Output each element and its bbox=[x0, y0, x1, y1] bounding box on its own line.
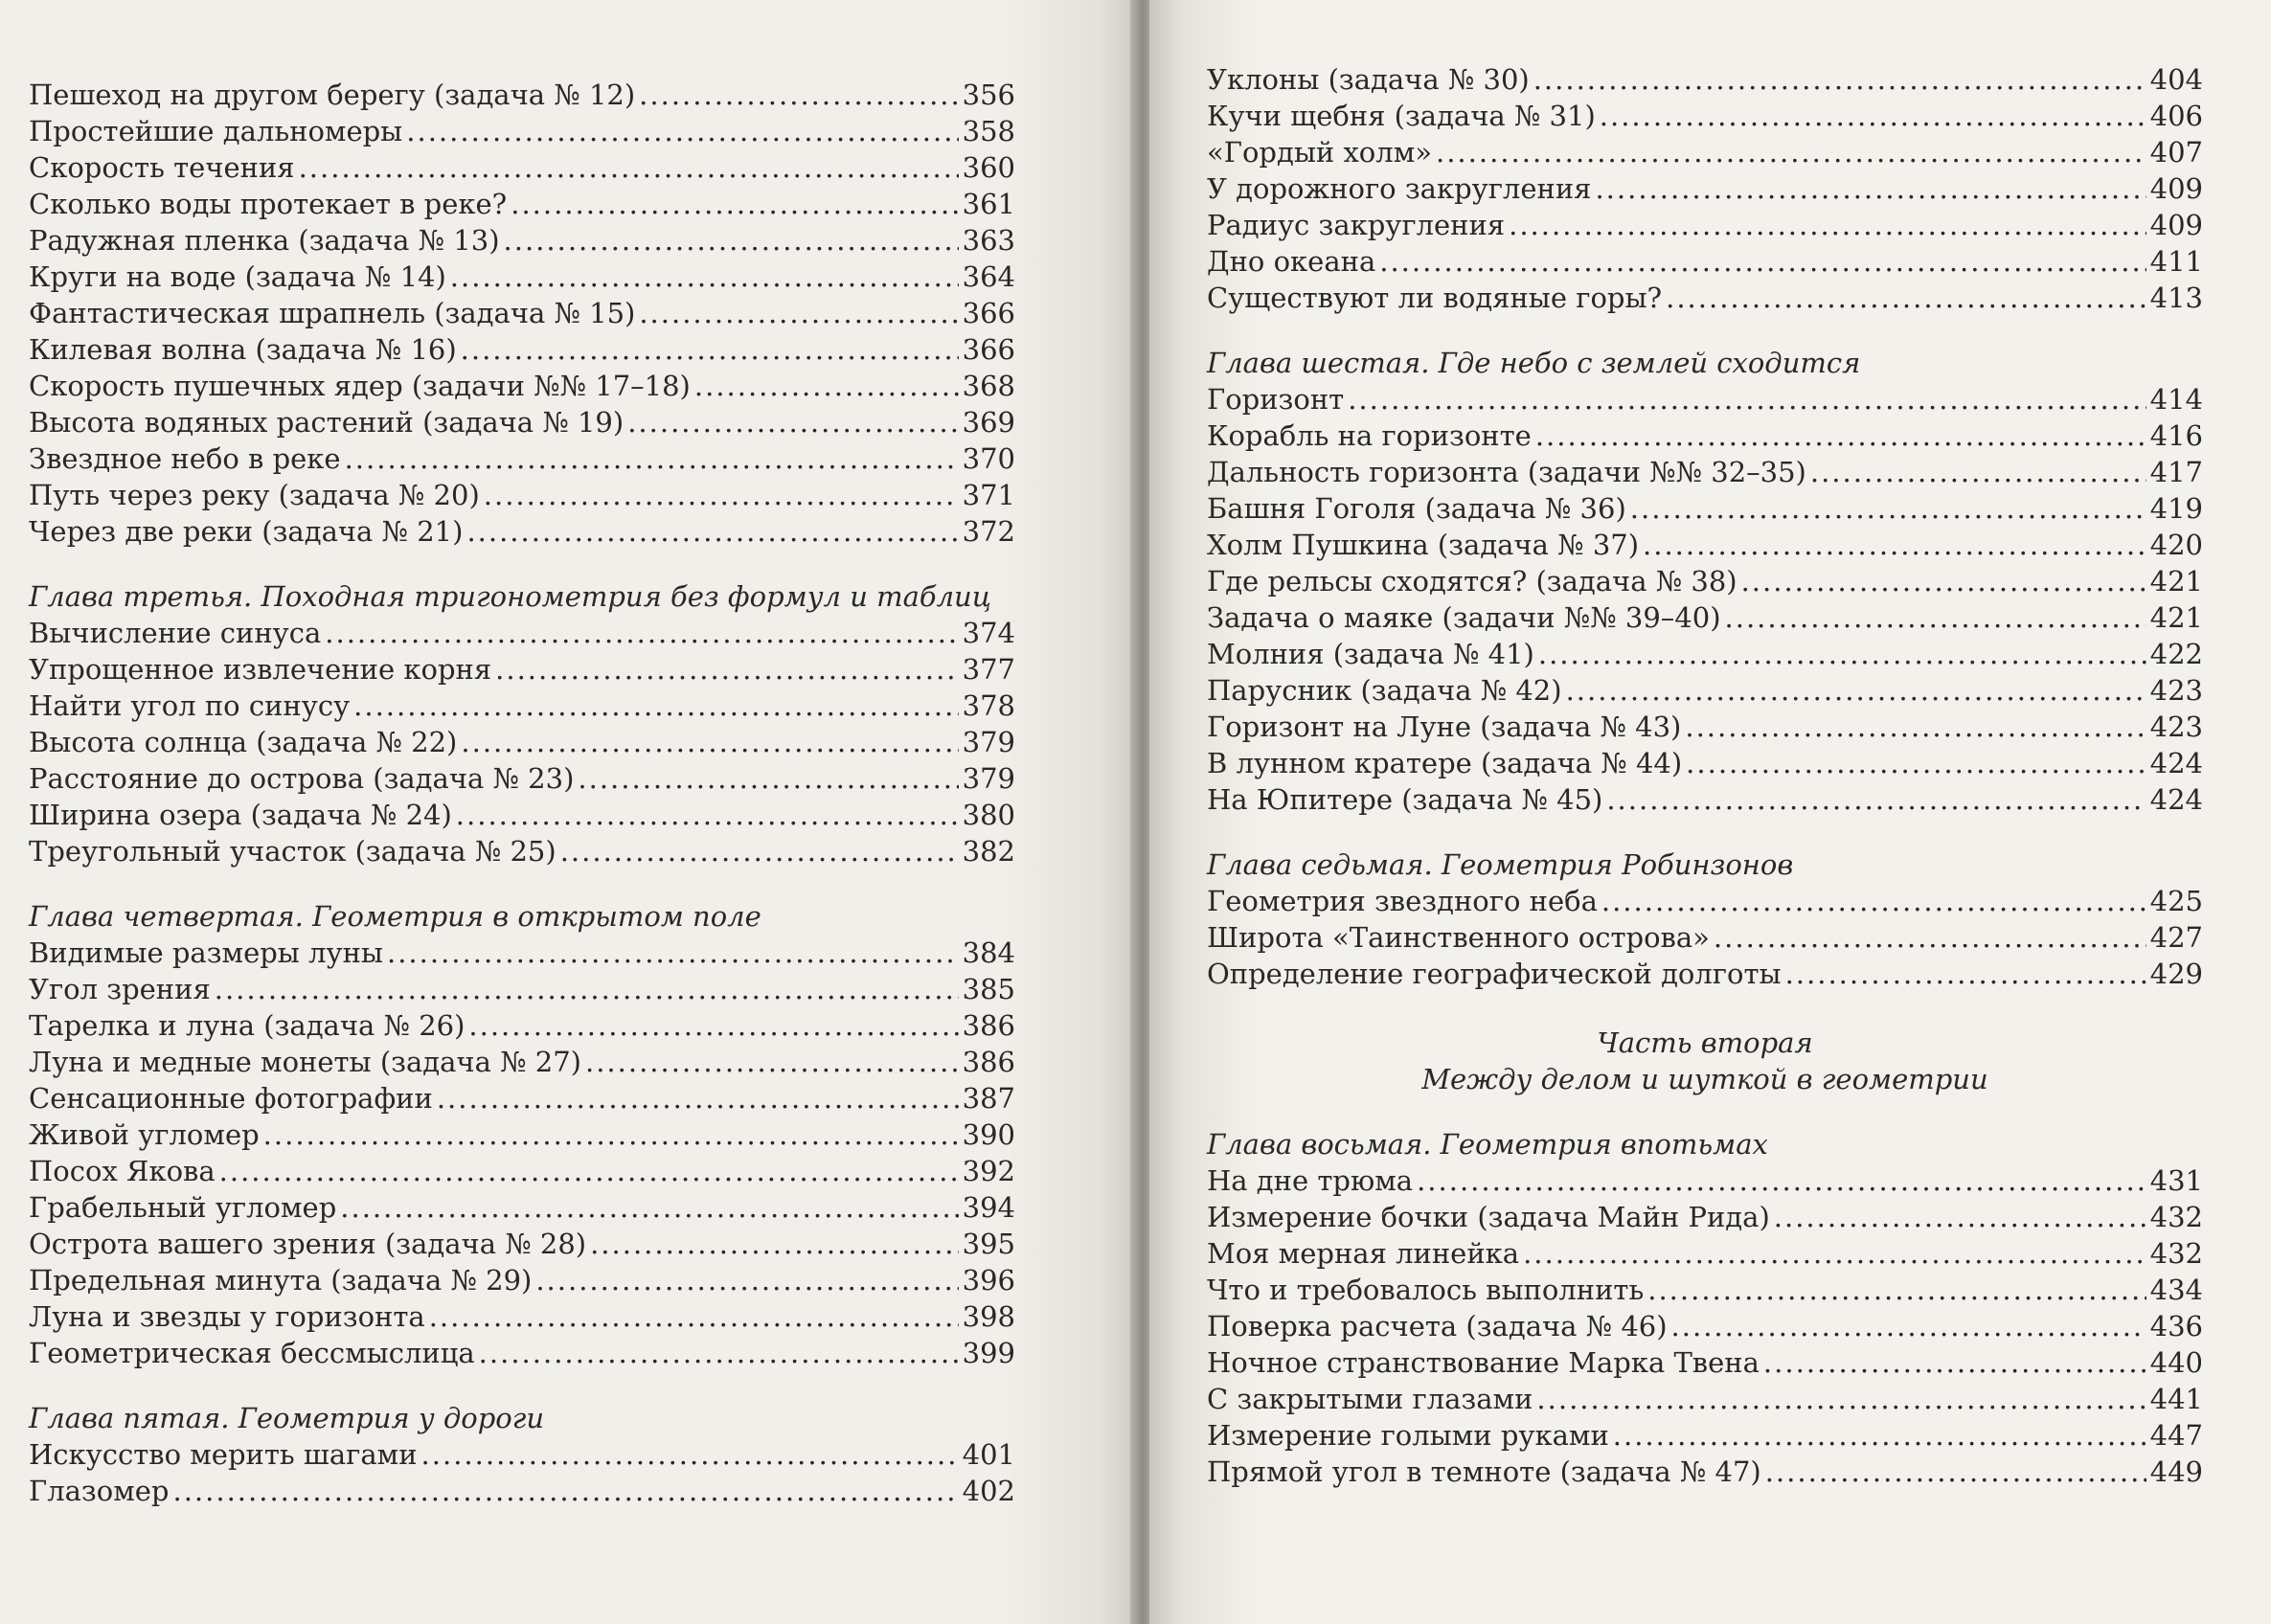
toc-entry[interactable]: Килевая волна (задача № 16) ..... 366 bbox=[29, 331, 1015, 368]
page-number: 385 bbox=[962, 973, 1015, 1005]
page-number: 431 bbox=[2149, 1164, 2203, 1197]
page-number: 413 bbox=[2149, 282, 2203, 314]
toc-entry[interactable]: Кучи щебня (задача № 31) ..... 406 bbox=[1207, 98, 2203, 134]
part-title: Между делом и шуткой в геометрии bbox=[1421, 1063, 1988, 1095]
toc-entry[interactable]: Предельная минута (задача № 29) ..... 396 bbox=[29, 1262, 1015, 1298]
chapter-heading: Глава третья. Походная тригонометрия без формул и таблиц bbox=[29, 580, 991, 613]
toc-entry[interactable]: Дно океана ..... 411 bbox=[1207, 243, 2203, 280]
page-number: 422 bbox=[2149, 638, 2203, 670]
toc-entry[interactable]: Простейшие дальномеры ..... 358 bbox=[29, 113, 1015, 149]
page-number: 372 bbox=[962, 515, 1015, 548]
toc-entry[interactable]: Высота водяных растений (задача № 19) ..... 369 bbox=[29, 404, 1015, 440]
chapter8-entries bbox=[1207, 1162, 2203, 1490]
page-number: 434 bbox=[2149, 1274, 2203, 1306]
toc-entry[interactable]: Луна и звезды у горизонта ..... 398 bbox=[29, 1298, 1015, 1335]
page-number: 356 bbox=[962, 79, 1015, 111]
page-number: 424 bbox=[2149, 783, 2203, 816]
page-number: 395 bbox=[962, 1228, 1015, 1260]
left-toc-column bbox=[29, 77, 1015, 1509]
toc-entry[interactable]: Молния (задача № 41) ..... 422 bbox=[1207, 636, 2203, 672]
page-number: 377 bbox=[962, 653, 1015, 686]
page-number: 390 bbox=[962, 1118, 1015, 1151]
chapter5-entries bbox=[29, 1436, 1015, 1509]
page-number: 421 bbox=[2149, 601, 2203, 634]
toc-entry[interactable]: Корабль на горизонте ..... 416 bbox=[1207, 417, 2203, 454]
page-number: 386 bbox=[962, 1046, 1015, 1078]
toc-entry[interactable]: Треугольный участок (задача № 25) ..... 382 bbox=[29, 833, 1015, 869]
toc-entry[interactable]: Видимые размеры луны ..... 384 bbox=[29, 935, 1015, 971]
page-number: 401 bbox=[962, 1438, 1015, 1471]
page-number: 396 bbox=[962, 1264, 1015, 1297]
page-number: 361 bbox=[962, 188, 1015, 220]
toc-entry[interactable]: У дорожного закругления ..... 409 bbox=[1207, 170, 2203, 207]
toc-entry[interactable]: Посох Якова ..... 392 bbox=[29, 1153, 1015, 1189]
chapter6-entries bbox=[1207, 381, 2203, 818]
toc-entry[interactable]: Круги на воде (задача № 14) ..... 364 bbox=[29, 259, 1015, 295]
toc-entry[interactable]: С закрытыми глазами ..... 441 bbox=[1207, 1381, 2203, 1417]
page-number: 447 bbox=[2149, 1419, 2203, 1452]
toc-entry[interactable]: Найти угол по синусу ..... 378 bbox=[29, 688, 1015, 724]
toc-entry[interactable]: Луна и медные монеты (задача № 27) ..... 386 bbox=[29, 1044, 1015, 1080]
page-number: 384 bbox=[962, 936, 1015, 969]
page-number: 421 bbox=[2149, 565, 2203, 598]
page-number: 380 bbox=[962, 799, 1015, 831]
page-number: 363 bbox=[962, 224, 1015, 257]
page-number: 419 bbox=[2149, 492, 2203, 525]
toc-entry[interactable]: Где рельсы сходятся? (задача № 38) ..... 421 bbox=[1207, 563, 2203, 599]
page-number: 371 bbox=[962, 479, 1015, 511]
page-number: 378 bbox=[962, 689, 1015, 722]
page-number: 366 bbox=[962, 333, 1015, 366]
page-number: 432 bbox=[2149, 1201, 2203, 1233]
toc-entry[interactable]: «Гордый холм» ..... 407 bbox=[1207, 134, 2203, 170]
page-number: 370 bbox=[962, 442, 1015, 475]
page-number: 436 bbox=[2149, 1310, 2203, 1342]
page-number: 369 bbox=[962, 406, 1015, 439]
toc-entry[interactable]: Геометрическая бессмыслица ..... 399 bbox=[29, 1335, 1015, 1371]
toc-entry[interactable]: Измерение голыми руками ..... 447 bbox=[1207, 1417, 2203, 1454]
toc-entry[interactable]: Сколько воды протекает в реке? ..... 361 bbox=[29, 186, 1015, 222]
toc-entry[interactable]: Парусник (задача № 42) ..... 423 bbox=[1207, 672, 2203, 709]
toc-entry[interactable]: Угол зрения ..... 385 bbox=[29, 971, 1015, 1007]
page-number: 387 bbox=[962, 1082, 1015, 1115]
page-number: 416 bbox=[2149, 419, 2203, 452]
toc-entry[interactable]: В лунном кратере (задача № 44) ..... 424 bbox=[1207, 745, 2203, 781]
toc-entry[interactable]: Горизонт на Луне (задача № 43) ..... 423 bbox=[1207, 709, 2203, 745]
toc-entry[interactable]: Через две реки (задача № 21) ..... 372 bbox=[29, 513, 1015, 550]
chapter4-entries bbox=[29, 935, 1015, 1371]
page-number: 409 bbox=[2149, 209, 2203, 241]
toc-entry[interactable]: Что и требовалось выполнить ..... 434 bbox=[1207, 1272, 2203, 1308]
toc-entry[interactable]: Измерение бочки (задача Майн Рида) ..... 432 bbox=[1207, 1199, 2203, 1235]
part-label: Часть вторая bbox=[1597, 1026, 1813, 1059]
toc-entry[interactable]: Поверка расчета (задача № 46) ..... 436 bbox=[1207, 1308, 2203, 1344]
toc-entry[interactable]: Скорость пушечных ядер (задачи №№ 17–18) ..... 368 bbox=[29, 368, 1015, 404]
toc-entry[interactable]: Прямой угол в темноте (задача № 47) ..... 449 bbox=[1207, 1454, 2203, 1490]
toc-entry[interactable]: Дальность горизонта (задачи №№ 32–35) ..... 417 bbox=[1207, 454, 2203, 490]
page-number: 379 bbox=[962, 762, 1015, 795]
toc-entry[interactable]: Ширина озера (задача № 24) ..... 380 bbox=[29, 797, 1015, 833]
toc-entry[interactable]: Уклоны (задача № 30) ..... 404 bbox=[1207, 61, 2203, 98]
toc-entry[interactable]: Глазомер ..... 402 bbox=[29, 1473, 1015, 1509]
toc-entry[interactable]: На Юпитере (задача № 45) ..... 424 bbox=[1207, 781, 2203, 818]
chapter-heading: Глава шестая. Где небо с землей сходится bbox=[1207, 347, 1861, 379]
page-number: 360 bbox=[962, 151, 1015, 184]
toc-entry[interactable]: Тарелка и луна (задача № 26) ..... 386 bbox=[29, 1007, 1015, 1044]
toc-entry[interactable]: Путь через реку (задача № 20) ..... 371 bbox=[29, 477, 1015, 513]
page-number: 409 bbox=[2149, 172, 2203, 205]
page-number: 417 bbox=[2149, 456, 2203, 488]
page-number: 423 bbox=[2149, 674, 2203, 707]
page-number: 392 bbox=[962, 1155, 1015, 1187]
right-top-entries bbox=[1207, 61, 2203, 316]
toc-entry[interactable]: Упрощенное извлечение корня ..... 377 bbox=[29, 651, 1015, 688]
toc-entry[interactable]: На дне трюма ..... 431 bbox=[1207, 1162, 2203, 1199]
toc-entry[interactable]: Горизонт ..... 414 bbox=[1207, 381, 2203, 417]
page-number: 429 bbox=[2149, 958, 2203, 990]
toc-entry[interactable]: Существуют ли водяные горы? ..... 413 bbox=[1207, 280, 2203, 316]
toc-entry[interactable]: Ночное странствование Марка Твена ..... 440 bbox=[1207, 1344, 2203, 1381]
page-number: 411 bbox=[2149, 245, 2203, 278]
toc-entry[interactable]: Фантастическая шрапнель (задача № 15) ..... 366 bbox=[29, 295, 1015, 331]
toc-entry[interactable]: Сенсационные фотографии ..... 387 bbox=[29, 1080, 1015, 1116]
page-number: 358 bbox=[962, 115, 1015, 147]
page-number: 394 bbox=[962, 1191, 1015, 1224]
toc-entry[interactable]: Высота солнца (задача № 22) ..... 379 bbox=[29, 724, 1015, 760]
toc-entry[interactable]: Геометрия звездного неба ..... 425 bbox=[1207, 883, 2203, 919]
toc-entry[interactable]: Скорость течения ..... 360 bbox=[29, 149, 1015, 186]
toc-entry[interactable]: Широта «Таинственного острова» ..... 427 bbox=[1207, 919, 2203, 956]
page-number: 382 bbox=[962, 835, 1015, 868]
chapter-heading: Глава восьмая. Геометрия впотьмах bbox=[1207, 1128, 1768, 1161]
chapter-heading: Глава четвертая. Геометрия в открытом поле bbox=[29, 900, 761, 933]
page-number: 440 bbox=[2149, 1346, 2203, 1379]
page-number: 398 bbox=[962, 1300, 1015, 1333]
chapter7-entries bbox=[1207, 883, 2203, 992]
right-toc-column bbox=[1207, 61, 2203, 1490]
page-number: 420 bbox=[2149, 529, 2203, 561]
toc-entry[interactable]: Расстояние до острова (задача № 23) ..... 379 bbox=[29, 760, 1015, 797]
page-number: 366 bbox=[962, 297, 1015, 329]
page-number: 402 bbox=[962, 1475, 1015, 1507]
page-number: 423 bbox=[2149, 710, 2203, 743]
toc-entry[interactable]: Вычисление синуса ..... 374 bbox=[29, 615, 1015, 651]
toc-entry[interactable]: Грабельный угломер ..... 394 bbox=[29, 1189, 1015, 1226]
toc-entry[interactable]: Задача о маяке (задачи №№ 39–40) ..... 421 bbox=[1207, 599, 2203, 636]
page-number: 441 bbox=[2149, 1383, 2203, 1415]
page-number: 414 bbox=[2149, 383, 2203, 416]
page-number: 379 bbox=[962, 726, 1015, 758]
toc-entry[interactable]: Радиус закругления ..... 409 bbox=[1207, 207, 2203, 243]
page-number: 404 bbox=[2149, 63, 2203, 96]
toc-entry[interactable]: Холм Пушкина (задача № 37) ..... 420 bbox=[1207, 527, 2203, 563]
page-number: 374 bbox=[962, 617, 1015, 649]
toc-entry[interactable]: Моя мерная линейка ..... 432 bbox=[1207, 1235, 2203, 1272]
toc-entry[interactable]: Живой угломер ..... 390 bbox=[29, 1116, 1015, 1153]
page-number: 386 bbox=[962, 1009, 1015, 1042]
left-page bbox=[0, 0, 1135, 1624]
toc-entry[interactable]: Радужная пленка (задача № 13) ..... 363 bbox=[29, 222, 1015, 259]
page-number: 432 bbox=[2149, 1237, 2203, 1270]
page-number: 425 bbox=[2149, 885, 2203, 917]
page-number: 399 bbox=[962, 1337, 1015, 1369]
toc-entry[interactable]: Искусство мерить шагами ..... 401 bbox=[29, 1436, 1015, 1473]
toc-entry[interactable]: Башня Гоголя (задача № 36) ..... 419 bbox=[1207, 490, 2203, 527]
toc-entry[interactable]: Пешеход на другом берегу (задача № 12) ..... 356 bbox=[29, 77, 1015, 113]
chapter3-entries bbox=[29, 615, 1015, 869]
toc-entry[interactable]: Звездное небо в реке ..... 370 bbox=[29, 440, 1015, 477]
chapter-heading: Глава пятая. Геометрия у дороги bbox=[29, 1402, 545, 1434]
page-number: 406 bbox=[2149, 100, 2203, 132]
page-number: 407 bbox=[2149, 136, 2203, 169]
left-top-entries bbox=[29, 77, 1015, 550]
page-number: 424 bbox=[2149, 747, 2203, 779]
toc-entry[interactable]: Определение географической долготы ..... 429 bbox=[1207, 956, 2203, 992]
page-number: 364 bbox=[962, 260, 1015, 293]
page-number: 368 bbox=[962, 370, 1015, 402]
chapter-heading: Глава седьмая. Геометрия Робинзонов bbox=[1207, 848, 1794, 881]
page-number: 427 bbox=[2149, 921, 2203, 954]
right-page bbox=[1149, 0, 2271, 1624]
toc-entry[interactable]: Острота вашего зрения (задача № 28) ..... 395 bbox=[29, 1226, 1015, 1262]
page-number: 449 bbox=[2149, 1455, 2203, 1488]
